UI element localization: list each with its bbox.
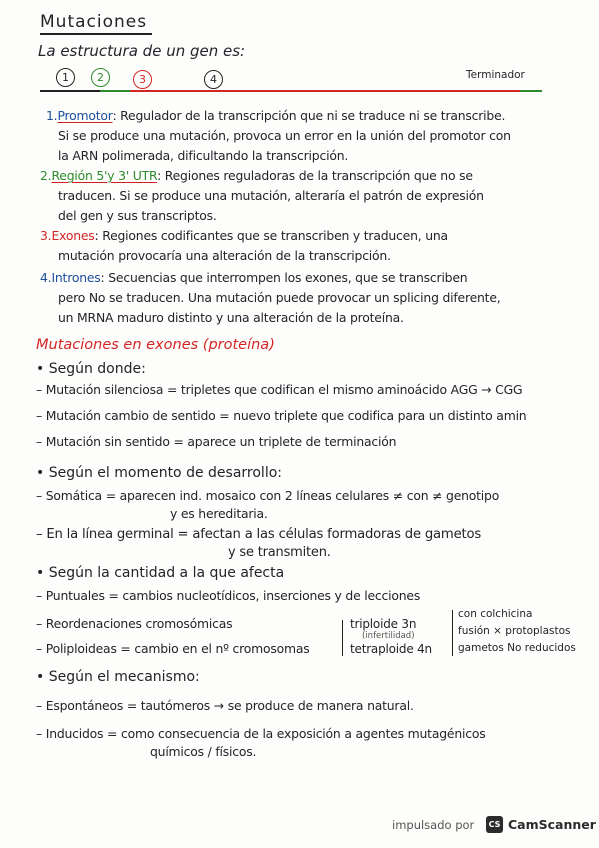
donde-item-1: – Mutación silenciosa = tripletes que codifican el mismo aminoácido AGG → CGG	[36, 382, 523, 397]
momento-label: • Según el momento de desarrollo:	[36, 465, 282, 481]
point-4-line-3: un MRNA maduro distinto y una alteración de la proteína.	[58, 310, 404, 325]
reordenaciones-line: – Reordenaciones cromosómicas	[36, 616, 233, 631]
mecanismo-label: • Según el mecanismo:	[36, 669, 200, 685]
infertilidad-note: (infertilidad)	[362, 631, 415, 641]
germinal-line-1: – En la línea germinal = afectan a las células formadoras de gametos	[36, 527, 481, 542]
gene-circle-3: 3	[133, 70, 152, 89]
point-3-term: Exones	[51, 228, 95, 243]
point-2-line-3: del gen y sus transcriptos.	[58, 208, 217, 223]
side-note-gametos: gametos No reducidos	[458, 642, 576, 654]
point-1-line-2: Si se produce una mutación, provoca un error en la unión del promotor con	[58, 128, 511, 143]
point-1-number: 1.	[46, 108, 58, 123]
donde-item-3: – Mutación sin sentido = aparece un triplete de terminación	[36, 434, 397, 449]
poliploidy-brace	[342, 620, 343, 656]
side-note-fusion: fusión × protoplastos	[458, 625, 571, 637]
point-2-number: 2.	[40, 168, 52, 183]
somatica-line-1: – Somática = aparecen ind. mosaico con 2 líneas celulares ≠ con ≠ genotipo	[36, 488, 500, 503]
cantidad-label: • Según la cantidad a la que afecta	[36, 565, 285, 581]
point-2-line-1	[40, 170, 473, 182]
point-1-definition: : Regulador de la transcripción que ni se traduce ni se transcribe.	[112, 108, 506, 123]
gene-segment-promoter	[40, 90, 100, 92]
side-notes-brace	[452, 610, 453, 656]
camscanner-logo-icon: CS	[486, 816, 503, 833]
puntuales-line: – Puntuales = cambios nucleotídicos, inserciones y de lecciones	[36, 588, 421, 603]
point-1-line-3: la ARN polimerada, dificultando la transcripción.	[58, 148, 349, 163]
point-2-term: Región 5'y 3' UTR	[51, 168, 158, 183]
gene-circle-2: 2	[91, 68, 110, 87]
gene-structure-subtitle: La estructura de un gen es:	[38, 42, 246, 60]
title-underline	[40, 33, 152, 35]
point-3-number: 3.	[40, 228, 52, 243]
point-1-line-1	[46, 110, 505, 122]
point-4-term: Intrones	[51, 270, 101, 285]
page-title: Mutaciones	[40, 12, 148, 32]
powered-by-text: impulsado por	[392, 818, 475, 832]
tetraploide-label: tetraploide 4n	[350, 642, 432, 656]
espontaneos-line: – Espontáneos = tautómeros → se produce de manera natural.	[36, 698, 414, 713]
point-4-line-1	[40, 272, 467, 284]
inducidos-line-2: químicos / físicos.	[150, 744, 257, 759]
germinal-line-2: y se transmiten.	[228, 545, 331, 560]
point-3-line-2: mutación provocaría una alteración de la transcripción.	[58, 248, 391, 263]
gene-segment-utr	[100, 90, 130, 92]
point-2-line-2: traducen. Si se produce una mutación, alteraría el patrón de expresión	[58, 188, 484, 203]
point-4-line-2: pero No se traducen. Una mutación puede provocar un splicing diferente,	[58, 290, 501, 305]
point-3-definition: : Regiones codificantes que se transcriben y traducen, una	[94, 228, 448, 243]
terminator-label: Terminador	[466, 69, 525, 81]
poliploideas-line: – Poliploideas = cambio en el nº cromosomas	[36, 641, 310, 656]
donde-label: • Según donde:	[36, 361, 146, 377]
point-4-number: 4.	[40, 270, 52, 285]
gene-segment-exon	[130, 90, 330, 92]
point-3-line-1	[40, 230, 448, 242]
exones-section-heading: Mutaciones en exones (proteína)	[36, 337, 275, 353]
gene-segment-exon-2	[330, 90, 520, 92]
gene-circle-4: 4	[204, 70, 223, 89]
triploide-label: triploide 3n	[350, 617, 417, 631]
side-note-colchicina: con colchicina	[458, 608, 533, 620]
point-2-definition: : Regiones reguladoras de la transcripción que no se	[157, 168, 473, 183]
point-1-term: Promotor	[57, 108, 113, 123]
donde-item-2: – Mutación cambio de sentido = nuevo triplete que codifica para un distinto amin	[36, 408, 527, 423]
gene-circle-1: 1	[56, 68, 75, 87]
point-4-definition: : Secuencias que interrompen los exones, que se transcriben	[100, 270, 468, 285]
camscanner-brand: CamScanner	[508, 817, 596, 832]
somatica-line-2: y es hereditaria.	[170, 506, 268, 521]
inducidos-line-1: – Inducidos = como consecuencia de la exposición a agentes mutagénicos	[36, 726, 486, 741]
gene-segment-terminator	[520, 90, 542, 92]
